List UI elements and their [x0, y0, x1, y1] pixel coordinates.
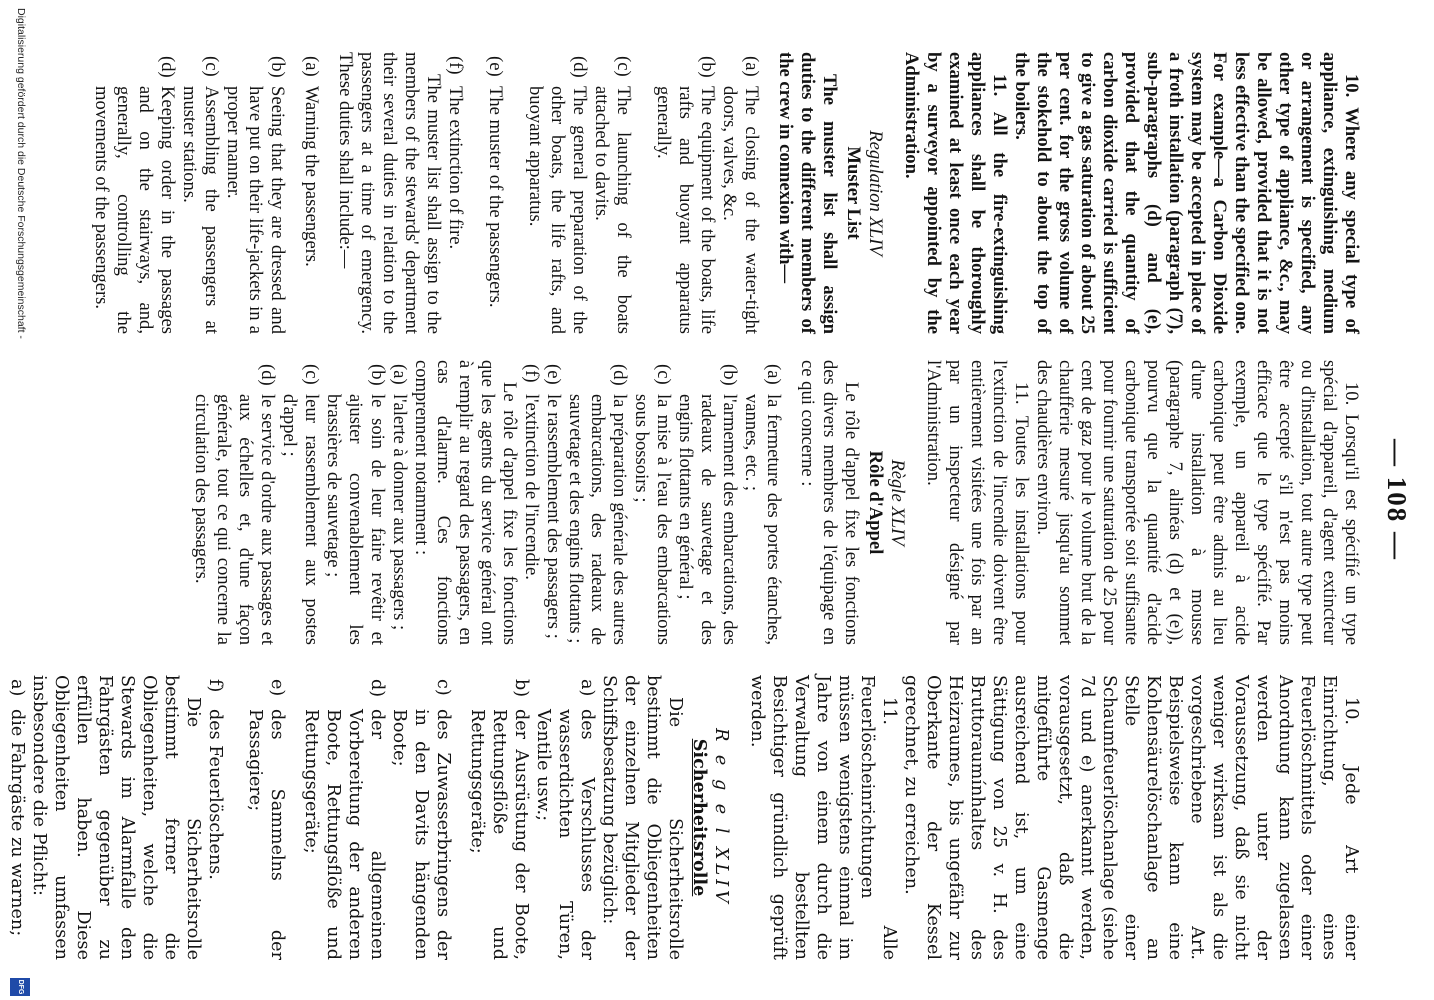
- fr-paragraph-10: 10. Lorsqu'il est spécifié un type spécial d'appareil, d'agent extincteur ou d'installation, tout autre type peut être accepté s'il n'est pas moins efficace que le type spécifié. Par exemple, un appareil à acide carbonique peut être admis au lieu d'une installation à mousse (paragraphe 7, alinéas (d) et (e)), pourvu que la quantité d'acide carbonique transportée soit suffisante pour fournir une saturation de 25 pour cent de gaz pour le volume brut de la chaufferie mesuré jusqu'au sommet des chaudières environ.: [1033, 360, 1362, 645]
- de-paragraph-11: 11. Alle Feuerlöscheinrichtungen müssen wenigstens einmal im Jahre von einem durch die Verwaltung bestellten Besichtiger gründlich geprüft werden.: [747, 675, 899, 960]
- list-item: (c) Assembling the passengers at muster stations.: [179, 56, 222, 334]
- list-item: (f) The extinction of fire.: [445, 56, 466, 250]
- list-item: c) des Zuwasserbringens der in den Davits hängenden Boote;: [389, 679, 453, 960]
- list-item: b) der Ausrüstung der Boote, Rettungsflöße und Rettungsgeräte;: [467, 679, 531, 960]
- list-item: f) des Feuerlöschens.: [205, 679, 225, 880]
- list-item: (a) la fermeture des portes étanches, vannes, etc. ;: [741, 364, 784, 645]
- column-french: [191, 360, 1362, 645]
- en-regulation-title: Muster List: [843, 146, 864, 240]
- credit-text: Digitalisierung gefördert durch die Deutsche Forschungsgemeinschaft -: [15, 8, 27, 339]
- en-regulation-heading: Regulation XLIV: [865, 130, 886, 256]
- de-regulation-title: Sicherheitsrolle: [689, 738, 710, 897]
- list-item: (e) le rassemblement des passagers ;: [543, 364, 564, 639]
- column-german: [7, 675, 1362, 960]
- en-paragraph-10: 10. Where any special type of appliance, extinguishing medium or arrangement is specified, any other type of appliance, &c., may be allowed, provided that it is not less effective than the specified one. For example—a Carbon Dioxide system may be accepted in place of a froth installation (paragraph (7), sub-paragraphs (d) and (e), provided that the quantity of carbon dioxide carried is sufficient to give a gas saturation of about 25 per cent. for the gross volume of the stokehold to about the top of the boilers.: [1011, 52, 1362, 334]
- fr-stewards-paragraph: Le rôle d'appel fixe les fonctions que les agents du service général ont à remplir au regard des passagers, en cas d'alarme. Ces fonctions comprennent notamment :: [411, 360, 520, 645]
- list-item: (c) The launching of the boats attached to davits.: [591, 56, 634, 334]
- fr-stewards-list: [190, 360, 410, 645]
- fr-paragraph-11: 11. Toutes les installations pour l'extinction de l'incendie doivent être entièrement visitées une fois par an par un inspecteur désigné par l'Administration.: [923, 360, 1032, 645]
- list-item: (f) l'extinction de l'incendie.: [521, 364, 542, 580]
- en-stewards-paragraph: The muster list shall assign to the members of the stewards' department their several duties in relation to the passengers at a time of emergency. These duties shall include:—: [335, 52, 444, 334]
- digitization-credit: [4, 0, 34, 1000]
- list-item: a) die Fahrgäste zu warnen;: [7, 679, 27, 937]
- de-stewards-paragraph: Die Sicherheitsrolle bestimmt ferner die Obliegenheiten, welche die Stewards im Alarmfalle den Fahrgästen gegenüber zu erfüllen haben. Diese Obliegenheiten umfassen insbesondere die Pflicht:: [29, 675, 203, 960]
- list-item: (a) l'alerte à donner aux passagers ;: [389, 364, 410, 631]
- list-item: (d) Keeping order in the passages and on the stairways, and, generally, controlling the movements of the passengers.: [91, 56, 178, 334]
- de-duty-list: [204, 675, 598, 960]
- fr-regulation-title: Rôle d'Appel: [865, 450, 886, 555]
- list-item: (c) la mise à l'eau des embarcations sous bossoirs ;: [631, 364, 674, 645]
- page-number: — 108 —: [1382, 439, 1412, 561]
- column-english: [91, 52, 1362, 334]
- list-item: (b) The equipment of the boats, life rafts and buoyant apparatus generally.: [653, 56, 718, 334]
- list-item: (c) leur rassemblement aux postes d'appel ;: [279, 364, 322, 645]
- en-intro: The muster list shall assign duties to the different members of the crew in connexion with—: [775, 52, 840, 334]
- fr-duty-list: [520, 360, 784, 645]
- list-item: e) des Sammelns der Passagiere;: [245, 679, 287, 960]
- list-item: (d) The general preparation of the other boats, the life rafts, and buoyant apparatus.: [525, 56, 590, 334]
- fr-regulation-heading: Règle XLIV: [887, 459, 908, 546]
- list-item: (e) The muster of the passengers.: [485, 56, 506, 308]
- list-item: (b) le soin de leur faire revêtir et ajuster convenablement les brassières de sauvetage ;: [323, 364, 388, 645]
- en-paragraph-11: 11. All the fire-extinguishing appliances shall be thoroughly examined at least once each year by a surveyor appointed by the Administration.: [901, 52, 1010, 334]
- list-item: a) des Verschlusses der wasserdichten Türen, Ventile usw.;: [533, 679, 597, 960]
- de-paragraph-10: 10. Jede Art einer Einrichtung, eines Feuerlöschmittels oder einer Anordnung kann zugelassen werden unter der Voraussetzung, daß sie nicht weniger wirksam ist als die vorgeschriebene Art. Beispielsweise kann eine Kohlensäurelöschanlage an Stelle einer Schaumfeuerlöschanlage (siehe 7d und e) anerkannt werden, vorausgesetzt, daß die mitgeführte Gasmenge ausreichend ist, um eine Sättigung von 25 v. H. des Bruttoraumínhaltes des Heizraumes, bis ungefähr zur Oberkante der Kessel gerechnet, zu erreichen.: [901, 675, 1361, 960]
- list-item: (b) l'armement des embarcations, des radeaux de sauvetage et des engins flottants en général ;: [675, 364, 740, 645]
- list-item: (a) Warning the passengers.: [301, 56, 322, 267]
- de-intro: Die Sicherheitsrolle bestimmt die Obliegenheiten der einzelnen Mitglieder der Schiffsbesatzung bezüglich:: [599, 675, 685, 960]
- en-duty-list: [444, 52, 762, 334]
- dfg-logo-icon: DFG: [10, 978, 30, 996]
- list-item: (d) la préparation générale des autres embarcations, des radeaux de sauvetage et des engins flottants ;: [565, 364, 630, 645]
- list-item: (a) The closing of the water-tight doors, valves, &c.: [719, 56, 762, 334]
- list-item: (b) Seeing that they are dressed and have put on their life-jackets in a proper manner.: [223, 56, 288, 334]
- list-item: (d) le service d'ordre aux passages et aux échelles et, d'une façon générale, tout ce qui concerne la circulation des passagers.: [191, 364, 278, 645]
- fr-intro: Le rôle d'appel fixe les fonctions des divers membres de l'équipage en ce qui concerne :: [797, 360, 862, 645]
- de-regulation-heading: R e g e l XLIV: [711, 728, 731, 907]
- list-item: d) der allgemeinen Vorbereitung der anderen Boote, Rettungsflöße und Rettungsgeräte;: [301, 679, 387, 960]
- en-stewards-list: [90, 52, 322, 334]
